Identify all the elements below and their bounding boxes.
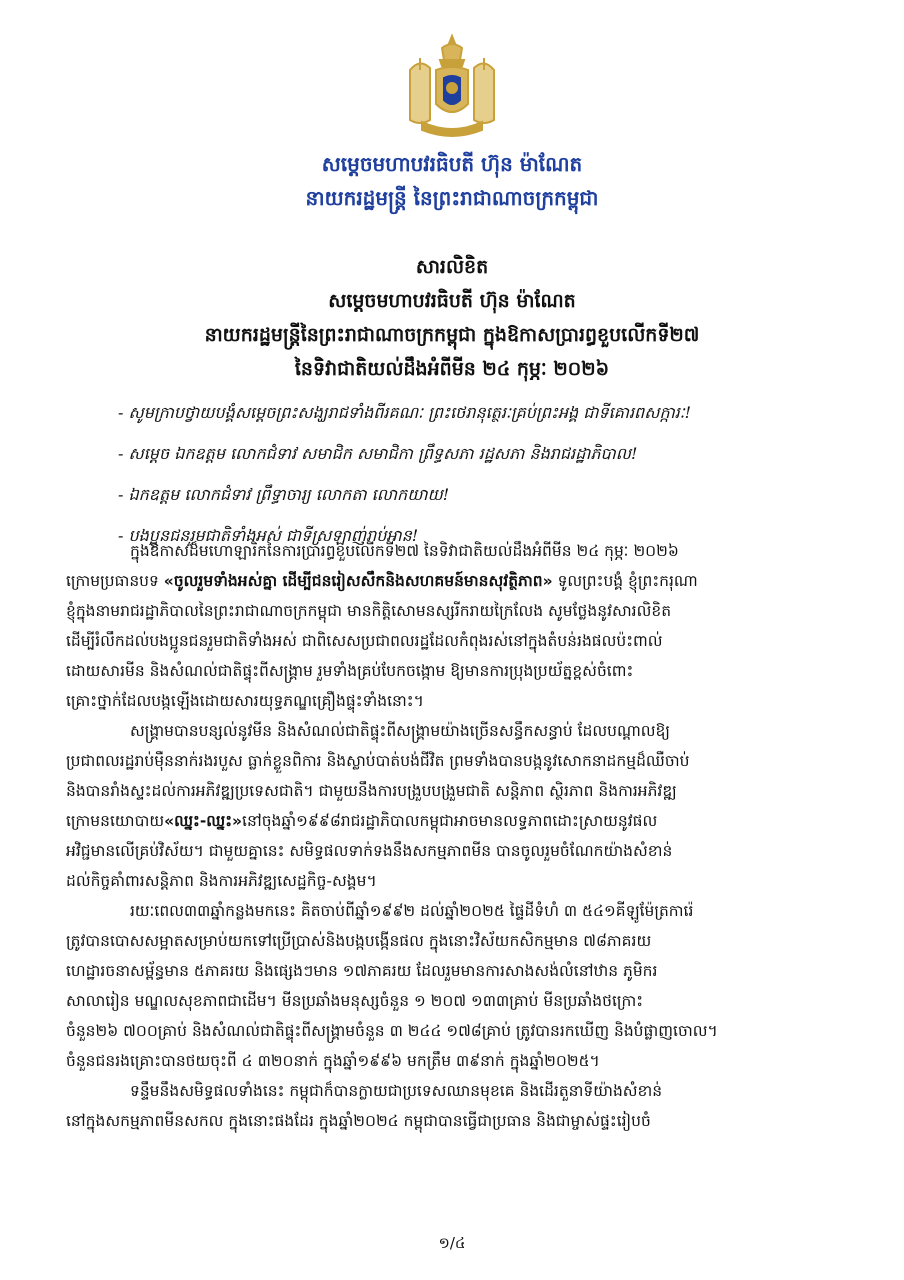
body-line: ចំនួន២៦ ៧០០គ្រាប់ និងសំណល់ជាតិផ្ទុះពីសង្គ្រាមចំនួន ៣ ២៤៤ ១៧៨គ្រាប់ ត្រូវបានរកឃើញ និងបំផ្លាញចោល។ [66, 1022, 718, 1040]
body-line: ទន្ទឹមនឹងសមិទ្ធផលទាំងនេះ កម្ពុជាក៏បានក្លាយជាប្រទេសឈានមុខគេ និងដើរតួនាទីយ៉ាងសំខាន់ [130, 1082, 663, 1100]
body-text: ក្រោមនយោបាយ [66, 812, 165, 830]
royal-coat-of-arms-icon [400, 30, 504, 142]
body-line: សាលារៀន មណ្ឌលសុខភាពជាដើម។ មីនប្រឆាំងមនុស្សចំនួន ១ ២០៧ ១៣៣គ្រាប់ មីនប្រឆាំងថក្រោះ [66, 992, 644, 1010]
body-line: ដល់កិច្ចគាំពារសន្តិភាព និងការអភិវឌ្ឍសេដ្ឋកិច្ច-សង្គម។ [66, 872, 377, 890]
author-position: នាយករដ្ឋមន្ត្រី នៃព្រះរាជាណាចក្រកម្ពុជា [305, 186, 599, 210]
body-text: ទូលព្រះបង្គំ ខ្ញុំព្រះករុណា [552, 572, 698, 590]
body-text: នៅចុងឆ្នាំ១៩៩៨រាជរដ្ឋាភិបាលកម្ពុជាអាចមានលទ្ធភាពដោះស្រាយនូវផល [242, 812, 658, 830]
title-line-1: សារលិខិត [415, 256, 489, 278]
salutation-list [118, 392, 858, 556]
body-line: ខ្ញុំក្នុងនាមរាជរដ្ឋាភិបាលនៃព្រះរាជាណាចក្រកម្ពុជា មានកិត្តិសោមនស្សរីករាយក្រៃលែង សូមថ្លែងនូវសារលិខិត [66, 602, 672, 620]
body-line: ហេដ្ឋារចនាសម្ព័ន្ធមាន ៥ភាគរយ និងផ្សេងៗមាន ១៧ភាគរយ ដែលរួមមានការសាងសង់លំនៅឋាន ភូមិករ [66, 962, 658, 980]
body-line: ដោយសារមីន និងសំណល់ជាតិផ្ទុះពីសង្គ្រាម រួមទាំងគ្រប់បែកចង្កោម ឱ្យមានការប្រុងប្រយ័ត្នខ្ពស់ចំពោះ [66, 662, 634, 680]
body-line [66, 566, 842, 596]
salutation-item: - បងប្អូនជនរួមជាតិទាំងអស់ ជាទីស្រឡាញ់រាប់អាន! [118, 526, 419, 545]
author-name: សម្តេចមហាបវរធិបតី ហ៊ុន ម៉ាណែត [321, 152, 583, 176]
salutation-item: - ឯកឧត្តម លោកជំទាវ ព្រឹទ្ធាចារ្យ លោកតា លោកយាយ! [118, 485, 450, 504]
title-line-3: នាយករដ្ឋមន្ត្រីនៃព្រះរាជាណាចក្រកម្ពុជា ក្នុងឱកាសប្រារព្ធខួបលើកទី២៧ [204, 324, 700, 346]
body-line [66, 806, 842, 836]
title-line-4: នៃទិវាជាតិយល់ដឹងអំពីមីន ២៤ កុម្ភៈ ២០២៦ [294, 358, 610, 380]
body-line: អវិជ្ជមានលើគ្រប់វិស័យ។ ជាមួយគ្នានេះ សមិទ្ធផលទាក់ទងនឹងសកម្មភាពមីន បានចូលរួមចំណែកយ៉ាងសំខាន់ [66, 842, 673, 860]
body-line: ចំនួនជនរងគ្រោះបានថយចុះពី ៤ ៣២០នាក់ ក្នុងឆ្នាំ១៩៩៦ មកត្រឹម ៣៩នាក់ ក្នុងឆ្នាំ២០២៥។ [66, 1052, 600, 1070]
page-number: ១/៤ [438, 1234, 466, 1252]
body-line: រយៈពេល៣៣ឆ្នាំកន្លងមកនេះ គិតចាប់ពីឆ្នាំ១៩៩២ ដល់ឆ្នាំ២០២៥ ផ្ទៃដីទំហំ ៣ ៥៤១គីឡូម៉ែត្រការ៉េ [130, 902, 694, 920]
body-line: ត្រូវបានបោសសម្អាតសម្រាប់យកទៅប្រើប្រាស់និងបង្កបង្កើនផល ក្នុងនោះវិស័យកសិកម្មមាន ៧៨ភាគរយ [66, 932, 652, 950]
body-line: ប្រជាពលរដ្ឋរាប់ម៉ឺននាក់រងរបួស ធ្លាក់ខ្លួនពិការ និងស្លាប់បាត់បង់ជីវិត ព្រមទាំងបានបង្កនូវសោកនាដកម្មដ៏ឈឺចាប់ [66, 752, 690, 770]
body-line: ដើម្បីរំលឹកដល់បងប្អូនជនរួមជាតិទាំងអស់ ជាពិសេសប្រជាពលរដ្ឋដែលកំពុងរស់នៅក្នុងតំបន់រងផលប៉ះពាល់ [66, 632, 663, 650]
body-line: សង្គ្រាមបានបន្សល់នូវមីន និងសំណល់ជាតិផ្ទុះពីសង្គ្រាមយ៉ាងច្រើនសន្ធឹកសន្ធាប់ ដែលបណ្តាលឱ្យ [130, 722, 671, 740]
body-line: ក្នុងឱកាសដ៏មហោឡារិកនៃការប្រារព្ធខួបលើកទី២៧ នៃទិវាជាតិយល់ដឹងអំពីមីន ២៤ កុម្ភៈ ២០២៦ [130, 542, 679, 560]
body-text: ក្រោមប្រធានបទ [66, 572, 164, 590]
body-line: គ្រោះថ្នាក់ដែលបង្កឡើងដោយសារយុទ្ធភណ្ឌគ្រឿងផ្ទុះទាំងនោះ។ [66, 692, 424, 710]
body-line: និងបានរាំងស្ទះដល់ការអភិវឌ្ឍប្រទេសជាតិ។ ជាមួយនឹងការបង្រួបបង្រួមជាតិ សន្តិភាព ស្ថិរភាព និងការអភិវឌ្ឍ [66, 782, 677, 800]
letter-body [66, 536, 842, 1136]
title-line-2: សម្តេចមហាបវរធិបតី ហ៊ុន ម៉ាណែត [328, 290, 576, 312]
theme-title: «ចូលរួមទាំងអស់គ្នា ដើម្បីជនរៀសសឹកនិងសហគមន៍មានសុវត្ថិភាព» [163, 572, 553, 590]
salutation-item: - សម្តេច ឯកឧត្តម លោកជំទាវ សមាជិក សមាជិកា ព្រឹទ្ធសភា រដ្ឋសភា និងរាជរដ្ឋាភិបាល! [118, 444, 638, 463]
letter-title [0, 250, 904, 386]
salutation-item: - សូមក្រាបថ្វាយបង្គំសម្តេចព្រះសង្ឃរាជទាំងពីរគណៈ ព្រះថេរានុត្ថេរៈគ្រប់ព្រះអង្គ ជាទីគោរពសក្ការៈ! [118, 403, 692, 422]
policy-name: «ឈ្នះ-ឈ្នះ» [164, 812, 243, 830]
body-line: នៅក្នុងសកម្មភាពមីនសកល ក្នុងនោះផងដែរ ក្នុងឆ្នាំ២០២៤ កម្ពុជាបានធ្វើជាប្រធាន និងជាម្ចាស់ផ្ទះរៀបចំ [66, 1112, 651, 1130]
